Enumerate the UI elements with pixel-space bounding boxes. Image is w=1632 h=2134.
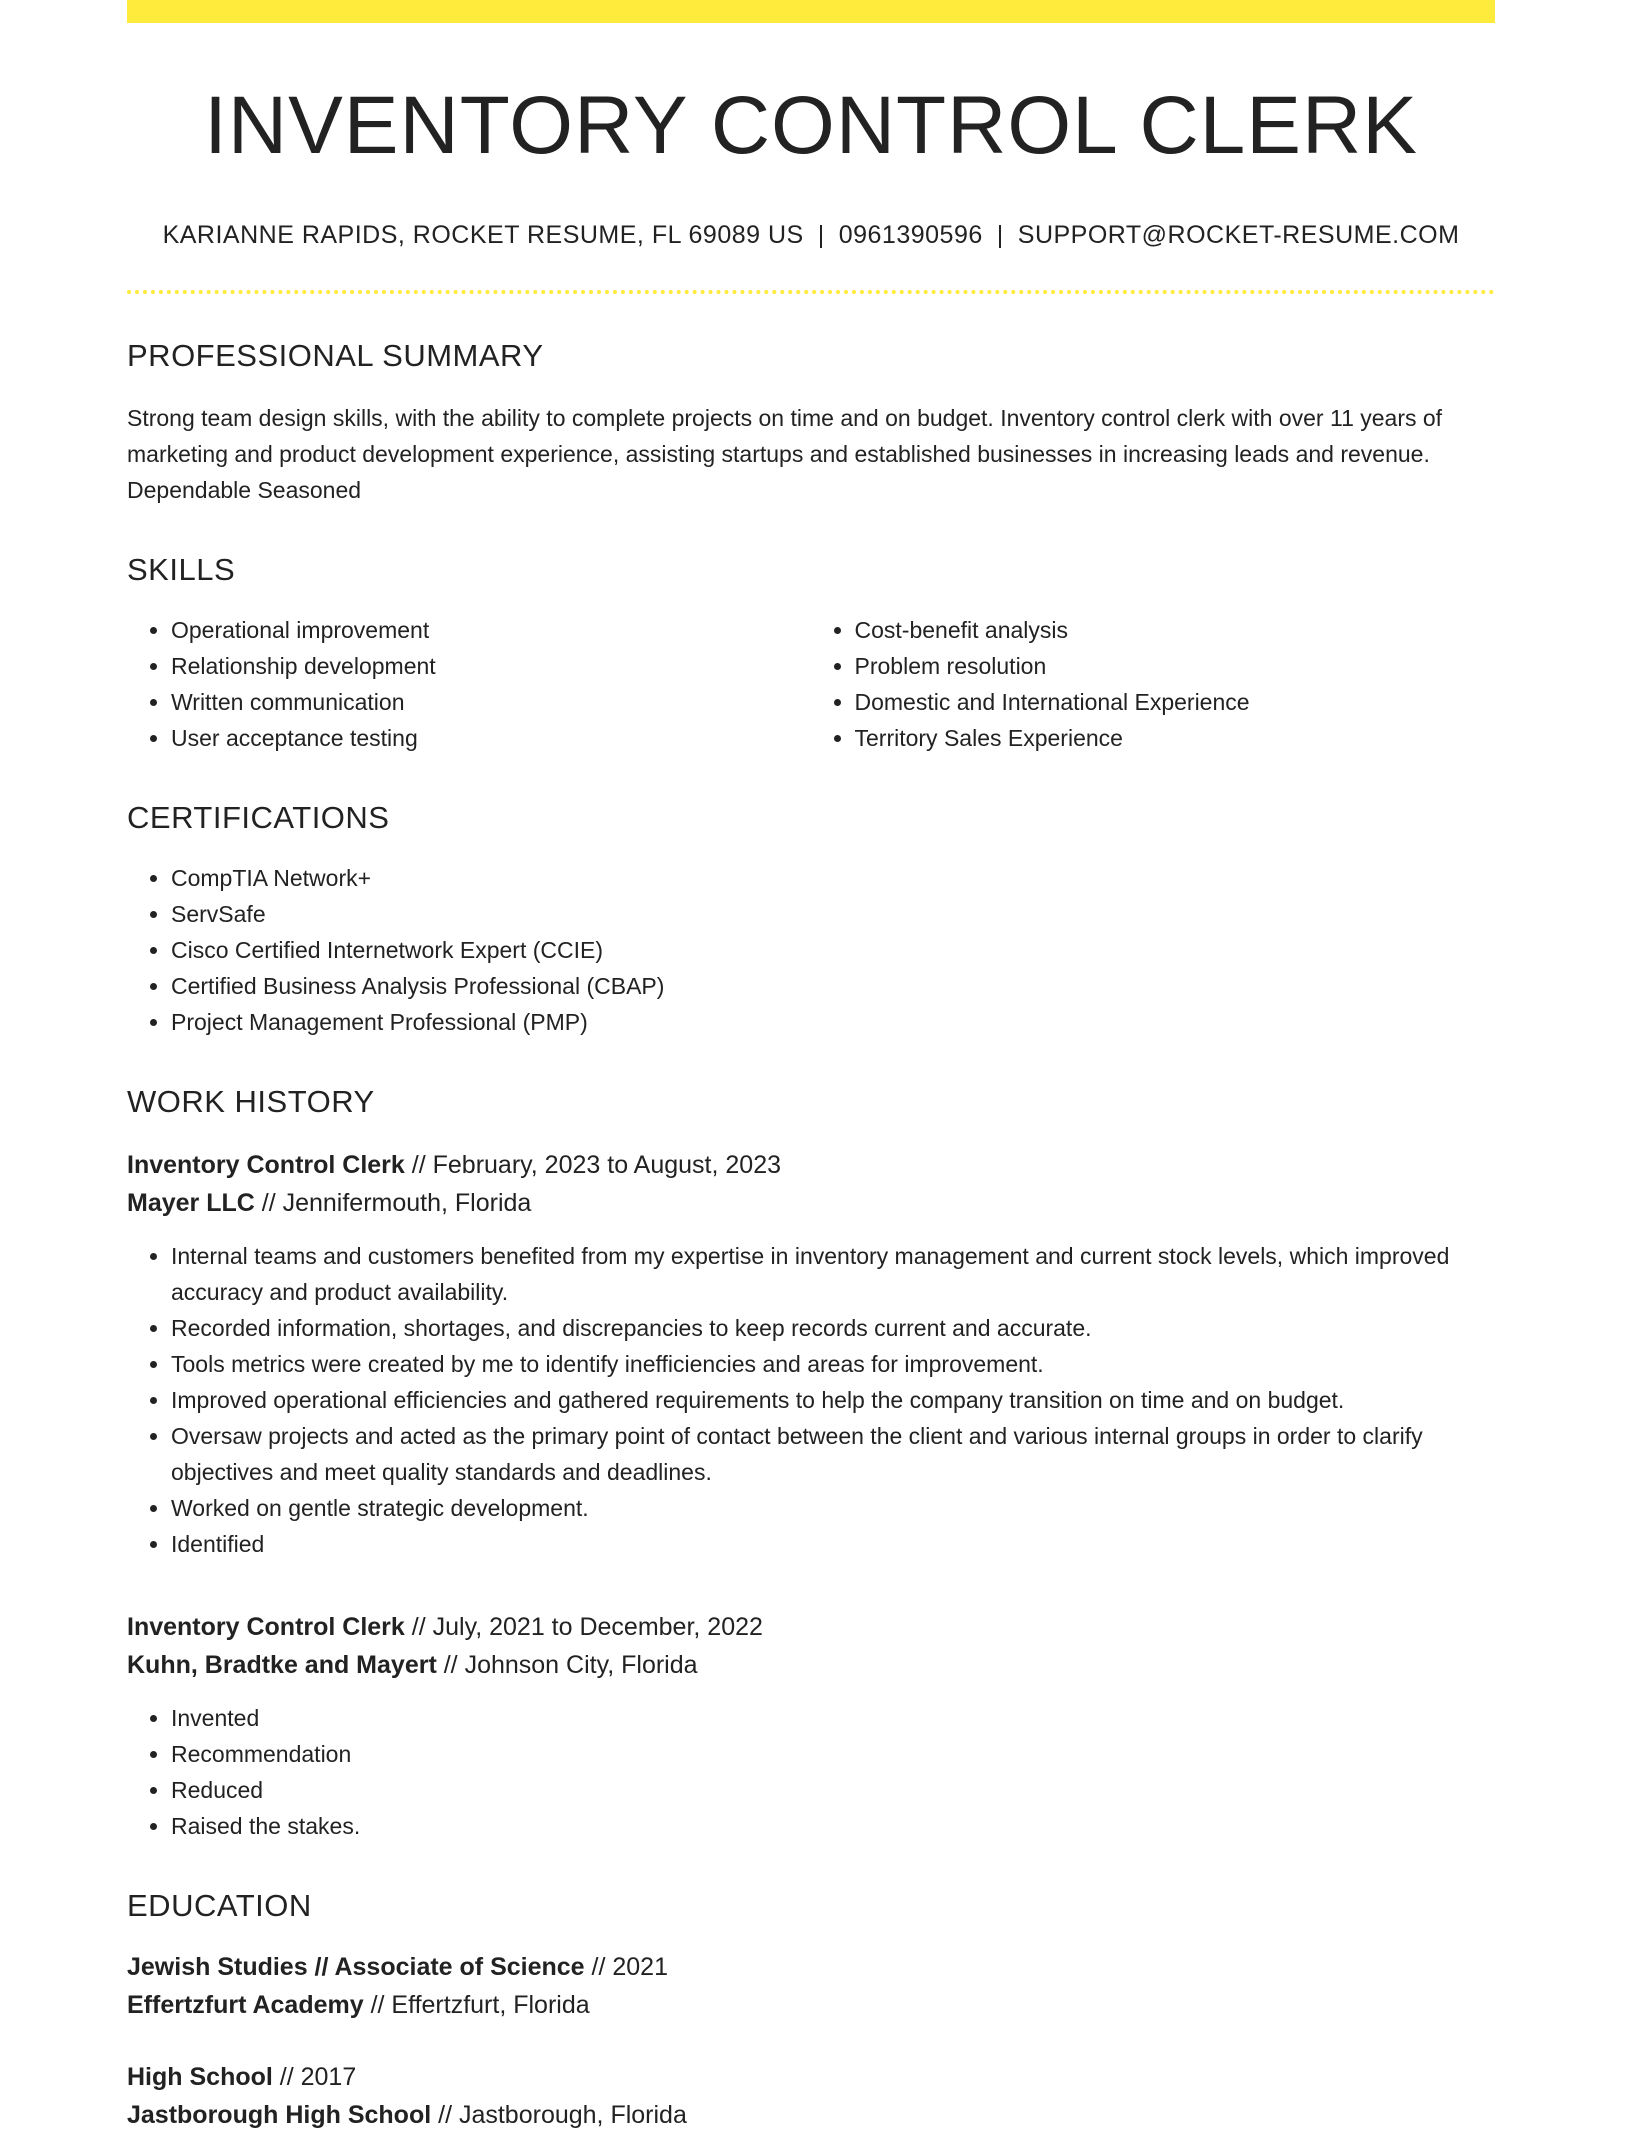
education-school-line: [127, 2096, 1495, 2134]
certification-item: • Project Management Professional (PMP): [171, 1004, 1495, 1040]
skill-item: • Operational improvement: [171, 612, 812, 648]
contact-address: KARIANNE RAPIDS, ROCKET RESUME, FL 69089 US: [162, 221, 804, 250]
skill-item: • Relationship development: [171, 648, 812, 684]
accent-bar: [127, 0, 1495, 23]
job-bullet: • Invented: [171, 1700, 1495, 1736]
job-role: Inventory Control Clerk: [127, 1151, 405, 1180]
job-company-line: [127, 1184, 1495, 1222]
contact-line: [127, 221, 1495, 250]
contact-phone: 0961390596: [838, 221, 983, 250]
education-entry: [127, 1948, 1495, 2024]
education-degree: Jewish Studies // Associate of Science: [127, 1953, 585, 1982]
job-location: // Johnson City, Florida: [436, 1651, 698, 1680]
job-bullets: [127, 1238, 1495, 1562]
job-role: Inventory Control Clerk: [127, 1613, 405, 1642]
certifications-list: [127, 860, 1495, 1040]
skill-item: • Domestic and International Experience: [855, 684, 1496, 720]
education-school: Effertzfurt Academy: [127, 1991, 364, 2020]
resume-page: [127, 0, 1495, 2134]
skills-list-left: [127, 612, 812, 756]
job-bullet: • Improved operational efficiencies and gathered requirements to help the company transition on time and on budget.: [171, 1382, 1495, 1418]
education-school-line: [127, 1986, 1495, 2024]
job-title-line: [127, 1608, 1495, 1646]
education-degree: High School: [127, 2063, 273, 2092]
skill-item: • Problem resolution: [855, 648, 1496, 684]
job-bullet: • Internal teams and customers benefited from my expertise in inventory management and current stock levels, which improved accuracy and product availability.: [171, 1238, 1495, 1310]
job-company-line: [127, 1646, 1495, 1684]
skill-item: • Written communication: [171, 684, 812, 720]
education-degree-line: [127, 2058, 1495, 2096]
education-heading: EDUCATION: [127, 1888, 312, 1924]
education-school: Jastborough High School: [127, 2101, 432, 2130]
job-bullet: • Worked on gentle strategic development.: [171, 1490, 1495, 1526]
dotted-divider: [127, 290, 1495, 294]
job-location: // Jennifermouth, Florida: [254, 1189, 532, 1218]
certification-item: • CompTIA Network+: [171, 860, 1495, 896]
job-entry: [127, 1608, 1495, 1844]
certification-item: • Certified Business Analysis Professional (CBAP): [171, 968, 1495, 1004]
certification-item: • Cisco Certified Internetwork Expert (CCIE): [171, 932, 1495, 968]
certifications-heading: CERTIFICATIONS: [127, 800, 390, 836]
job-bullets: [127, 1700, 1495, 1844]
resume-title: INVENTORY CONTROL CLERK: [204, 80, 1418, 171]
skill-item: • Cost-benefit analysis: [855, 612, 1496, 648]
education-degree-line: [127, 1948, 1495, 1986]
job-bullet: • Reduced: [171, 1772, 1495, 1808]
job-bullet: • Raised the stakes.: [171, 1808, 1495, 1844]
skills-columns: [127, 588, 1495, 756]
education-year: // 2017: [272, 2063, 357, 2092]
contact-email: SUPPORT@ROCKET-RESUME.COM: [1017, 221, 1460, 250]
skill-item: • User acceptance testing: [171, 720, 812, 756]
skills-list-right: [811, 612, 1496, 756]
job-dates: // July, 2021 to December, 2022: [404, 1613, 763, 1642]
summary-text: Strong team design skills, with the ability to complete projects on time and on budget. Inventory control clerk with over 11 years of marketing and product development experience, assisting startups and established businesses in increasing leads and revenue. Dependable Seasoned: [127, 405, 1443, 504]
education-location: // Effertzfurt, Florida: [363, 1991, 590, 2020]
job-bullet: • Tools metrics were created by me to identify inefficiencies and areas for improvement.: [171, 1346, 1495, 1382]
job-dates: // February, 2023 to August, 2023: [404, 1151, 781, 1180]
education-entry: [127, 2058, 1495, 2134]
job-bullet: • Recorded information, shortages, and discrepancies to keep records current and accurate.: [171, 1310, 1495, 1346]
skills-heading: SKILLS: [127, 552, 236, 588]
contact-separator: |: [996, 221, 1004, 250]
summary-heading: PROFESSIONAL SUMMARY: [127, 338, 544, 374]
education-location: // Jastborough, Florida: [431, 2101, 687, 2130]
job-bullet: • Oversaw projects and acted as the primary point of contact between the client and various internal groups in order to clarify objectives and meet quality standards and deadlines.: [171, 1418, 1495, 1490]
skill-item: • Territory Sales Experience: [855, 720, 1496, 756]
job-bullet: • Recommendation: [171, 1736, 1495, 1772]
job-company: Kuhn, Bradtke and Mayert: [127, 1651, 437, 1680]
work-history-heading: WORK HISTORY: [127, 1084, 375, 1120]
job-bullet: • Identified: [171, 1526, 1495, 1562]
education-year: // 2021: [584, 1953, 668, 1982]
job-title-line: [127, 1146, 1495, 1184]
job-entry: [127, 1146, 1495, 1562]
job-company: Mayer LLC: [127, 1189, 255, 1218]
certification-item: • ServSafe: [171, 896, 1495, 932]
contact-separator: |: [817, 221, 825, 250]
